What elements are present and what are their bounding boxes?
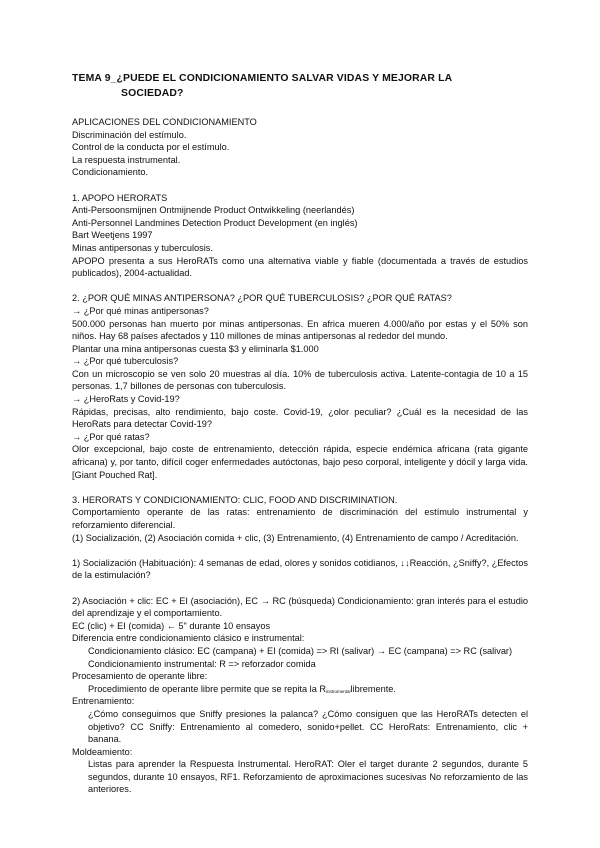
section-3-heading: 3. HERORATS Y CONDICIONAMIENTO: CLIC, FOOD AND DISCRIMINATION.	[72, 494, 398, 505]
tuberculosis-paragraph: Con un microscopio se ven solo 20 muestras al día. 10% de tuberculosis activa. Latente-contagia de 10 a 15 personas. 1,7 billones de personas con tuberculosis.	[72, 368, 528, 392]
mines-cost-line: Plantar una mina antipersonas cuesta $3 y eliminarla $1.000	[72, 343, 319, 354]
classical-conditioning-line: Condicionamiento clásico: EC (campana) + EI (comida) => RI (salivar) → EC (campana) => RC (salivar)	[88, 645, 513, 656]
shaping-heading: Moldeamiento:	[72, 746, 133, 757]
application-item: Control de la conducta por el estímulo.	[72, 142, 230, 153]
section-1-paragraph: APOPO presenta a sus HeroRATs como una alternativa viable y fiable (documentada a través de estudios publicados), 2004-actualidad.	[72, 255, 528, 279]
rats-paragraph: Olor excepcional, bajo coste de entrenamiento, detección rápida, especie endémica africana (rata gigante africana) y, por tanto, difícil coger enfermedades autóctonas, bajo peso corporal, inteligente y dócil y larga vida. [Giant Pouched Rat].	[72, 444, 528, 480]
title-line-2: SOCIEDAD?	[121, 87, 184, 99]
association-trials-line: EC (clic) + EI (comida) ← 5" durante 10 ensayos	[72, 620, 271, 631]
phases-line: (1) Socialización, (2) Asociación comida + clic, (3) Entrenamiento, (4) Entrenamiento de campo / Acreditación.	[72, 532, 519, 543]
application-item: Discriminación del estímulo.	[72, 129, 187, 140]
section-1-line: Anti-Personnel Landmines Detection Product Development (en inglés)	[72, 217, 358, 228]
mines-paragraph: 500.000 personas han muerto por minas antipersonas. En africa mueren 4.000/año por estas y el 50% son niños. Hay 68 países afectados y 110 millones de minas antipersonas al rededor del mundo.	[72, 318, 528, 342]
question-covid: → ¿HeroRats y Covid-19?	[72, 394, 180, 405]
section-1-line: Minas antipersonas y tuberculosis.	[72, 242, 213, 253]
application-item: La respuesta instrumental.	[72, 154, 181, 165]
title-line-1: TEMA 9_¿PUEDE EL CONDICIONAMIENTO SALVAR VIDAS Y MEJORAR LA	[72, 73, 453, 84]
free-operant-line	[72, 683, 528, 696]
section-1-line: Bart Weetjens 1997	[72, 230, 153, 241]
instrumental-subscript: instrumental	[326, 688, 351, 694]
training-paragraph: ¿Cómo conseguimos que Sniffy presiones la palanca? ¿Cómo consiguen que las HeroRATs detecten el objetivo? CC Sniffy: Entrenamiento al comedero, sonido+pellet. CC HeroRats: Entrenamiento, clic + banana.	[88, 708, 528, 745]
section-2-heading: 2. ¿POR QUÉ MINAS ANTIPERSONA? ¿POR QUÉ TUBERCULOSIS? ¿POR QUÉ RATAS?	[72, 293, 452, 304]
shaping-paragraph: Listas para aprender la Respuesta Instrumental. HeroRAT: Oler el target durante 2 segundos, durante 5 segundos, durante 10 ensayos, RF1. Reforzamiento de aproximaciones sucesivas No reforzamiento de las anteriores.	[88, 759, 528, 795]
free-operant-end: libremente.	[350, 683, 396, 694]
section-1-line: Anti-Persoonsmijnen Ontmijnende Product Ontwikkeling (neerlandés)	[72, 205, 355, 216]
question-mines: → ¿Por qué minas antipersonas?	[72, 305, 209, 316]
training-heading: Entrenamiento:	[72, 696, 135, 707]
document-body	[72, 116, 528, 796]
application-item: Condicionamiento.	[72, 167, 149, 178]
question-rats: → ¿Por qué ratas?	[72, 431, 150, 442]
free-operant-text: Procedimiento de operante libre permite que se repita la R	[88, 683, 326, 694]
applications-heading: APLICACIONES DEL CONDICIONAMIENTO	[72, 117, 257, 127]
free-operant-heading: Procesamiento de operante libre:	[72, 671, 208, 682]
operant-paragraph: Comportamiento operante de las ratas: entrenamiento de discriminación del estímulo instrumental y reforzamiento diferencial.	[72, 507, 528, 530]
difference-heading: Diferencia entre condicionamiento clásico e instrumental:	[72, 633, 305, 644]
association-paragraph: 2) Asociación + clic: EC + EI (asociación), EC → RC (búsqueda) Condicionamiento: gran interés para el estudio del aprendizaje y el comportamiento.	[72, 595, 528, 619]
section-1-heading: 1. APOPO HERORATS	[72, 192, 168, 203]
document-title	[72, 72, 522, 101]
socialization-paragraph: 1) Socialización (Habituación): 4 semanas de edad, olores y sonidos cotidianos, ↓↓Reacción, ¿Sniffy?, ¿Efectos de la estimulación?	[72, 557, 528, 581]
instrumental-conditioning-line: Condicionamiento instrumental: R => reforzador comida	[88, 658, 316, 669]
question-tuberculosis: → ¿Por qué tuberculosis?	[72, 356, 179, 367]
covid-paragraph: Rápidas, precisas, alto rendimiento, bajo coste. Covid-19, ¿olor peculiar? ¿Cuál es la necesidad de las HeroRats para detectar Covid-19?	[72, 406, 528, 430]
